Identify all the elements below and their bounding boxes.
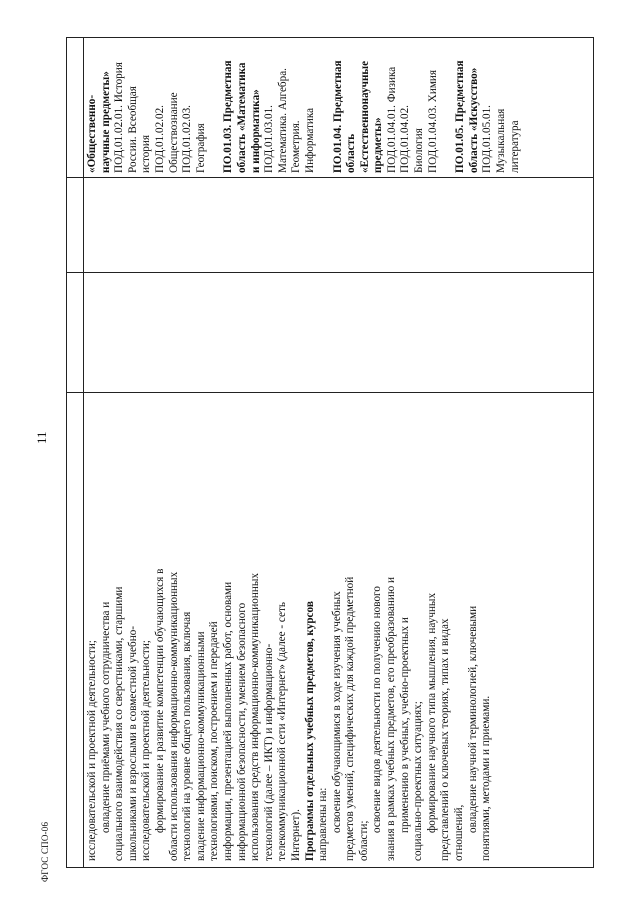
empty-cell [84, 178, 594, 273]
subject-area-heading: ПО.01.05. Предметная [454, 60, 467, 173]
subject-area-heading: область «Искусство» [467, 67, 480, 173]
text-line: понятиями, методами и приемами. [480, 695, 493, 861]
document-sheet [66, 38, 591, 868]
subject-line: ПОД.01.04.01. Физика [385, 66, 398, 173]
subject-area-heading: научные предметы» [99, 71, 112, 173]
description-cell [84, 393, 594, 868]
text-line: овладение приёмами учебного сотрудничества и [99, 601, 112, 833]
subject-line: ПОД.01.02.03. [181, 105, 194, 173]
footer-code: ФГОС СПО-06 [40, 821, 50, 882]
subject-line: ПОД.01.04.03. Химия [426, 69, 439, 173]
text-line: социального взаимодействия со сверстниками, старшими [113, 586, 126, 861]
subject-area-heading: «Общественно- [86, 94, 98, 173]
text-line: применению в учебных, учебно-проектных и [398, 617, 411, 833]
text-line: формирование научного типа мышления, научных [425, 592, 438, 833]
block-gap [440, 42, 454, 173]
text-line: формирование и развитие компетенции обучающихся в [153, 568, 166, 833]
subject-area-heading: предметы» [372, 117, 385, 173]
subject-line: ПОД.01.02.01. История [113, 62, 126, 173]
subject-area-heading: ПО.01.04. Предметная [331, 60, 344, 173]
subject-line: ПОД.01.05.01. [481, 105, 494, 173]
subject-line: история [140, 134, 153, 173]
block-gap [318, 42, 332, 173]
subject-area-heading: область [345, 133, 358, 173]
text-line: владение информационно-коммуникационными [194, 631, 207, 861]
text-line: информации, презентацией выполненных работ, основами [221, 581, 234, 861]
text-line: Интернет). [289, 809, 302, 861]
table-header-row [67, 38, 84, 868]
text-line: телекоммуникационной сети «Интернет» (далее - сеть [276, 602, 289, 861]
description-text [84, 393, 494, 867]
subject-line: Математика. Алгебра. [276, 68, 289, 173]
header-cell [67, 393, 84, 868]
subject-line: Обществознание [167, 92, 180, 173]
text-line: исследовательской и проектной деятельности; [140, 640, 153, 861]
block-gap [208, 42, 222, 173]
subject-line: Музыкальная [495, 108, 508, 173]
text-line: представлений о ключевых теориях, типах и видах [439, 618, 452, 861]
table-row [84, 38, 594, 868]
subject-area-heading: и информатика» [249, 89, 262, 173]
subject-line: литература [508, 120, 521, 173]
text-line: информационной безопасности, умением безопасного [235, 602, 248, 861]
text-line: исследовательской и проектной деятельности; [86, 640, 98, 861]
subject-area-heading: область «Математика [235, 62, 248, 173]
subject-line: ПОД.01.02.02. [153, 105, 166, 173]
text-line: знания в рамках учебных предметов, его преобразованию и [385, 577, 398, 861]
subject-line: России. Всеобщая [126, 86, 139, 173]
text-line: предметов умений, специфических для каждой предметной [344, 576, 357, 861]
header-cell [67, 273, 84, 393]
text-line: технологий на уровне общего пользования, включая [181, 611, 194, 861]
subject-line: География [194, 123, 207, 173]
curriculum-table [66, 37, 594, 868]
text-line: освоение обучающимися в ходе изучения учебных [330, 591, 343, 833]
text-line: технологиями, поиском, построением и передачей [208, 621, 221, 861]
page-number: 11 [34, 431, 49, 444]
subject-line: Информатика [303, 107, 316, 173]
subject-line: Геометрия. [290, 120, 303, 173]
text-line: области использования информационно-коммуникационных [167, 571, 180, 861]
subjects-list [84, 38, 522, 177]
text-line: освоение видов деятельности по получению нового [371, 586, 384, 833]
subject-area-heading: ПО.01.03. Предметная [222, 60, 235, 173]
empty-cell [84, 273, 594, 393]
text-line: области; [357, 820, 370, 861]
text-line: школьниками и взрослыми в совместной учебно- [126, 625, 139, 861]
text-line: овладение научной терминологией, ключевыми [466, 605, 479, 833]
text-line: технологий (далее – ИКТ) и информационно- [262, 643, 275, 861]
text-line: отношений, [453, 804, 466, 861]
text-line: использования средств информационно-коммуникационных [249, 573, 262, 861]
subject-line: ПОД.01.03.01. [263, 105, 276, 173]
header-cell [67, 38, 84, 178]
text-line: социально-проектных ситуациях; [412, 701, 425, 861]
text-line: Программы отдельных учебных предметов, курсов [303, 601, 316, 861]
subject-line: Биология [413, 128, 426, 173]
subjects-cell [84, 38, 594, 178]
header-cell [67, 178, 84, 273]
text-line: направлены на: [317, 787, 330, 861]
subject-line: ПОД.01.04.02. [399, 105, 412, 173]
subject-area-heading: «Естественнонаучные [358, 60, 371, 173]
